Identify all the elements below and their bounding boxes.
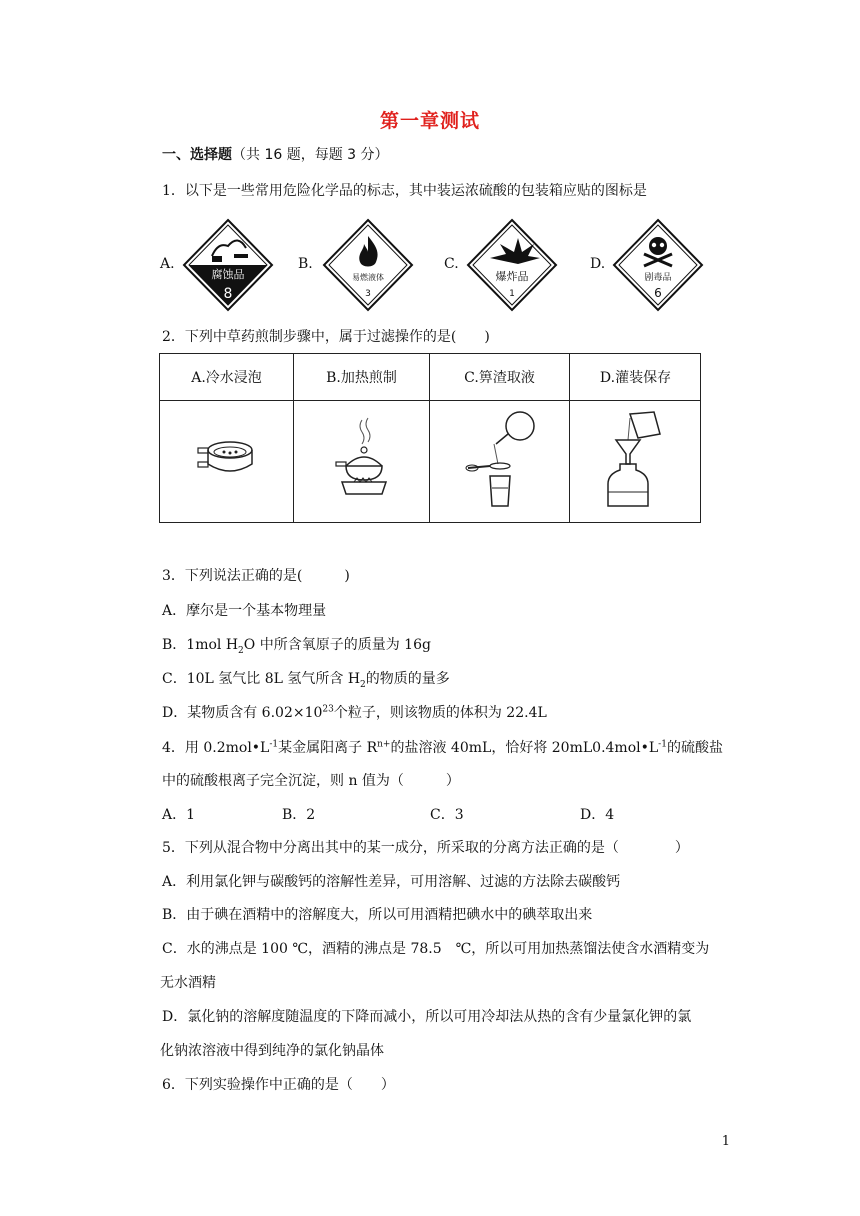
option-a-sign-number: 8 <box>223 286 233 302</box>
toxic-skull-sign-icon <box>612 218 704 312</box>
question-4-stem-line-2: 中的硫酸根离子完全沉淀，则 n 值为（ ） <box>162 773 460 789</box>
question-4-option-d: D．4 <box>580 807 615 823</box>
page-number: 1 <box>721 1134 730 1149</box>
option-b-sign-text: 易燃液体 <box>352 273 384 282</box>
option-d-sign-number: 6 <box>654 286 662 300</box>
question-4-stem-line-1: 4．用 $0.2mol•L^{-1}$某金属阳离子 $R^{n+}$的盐溶液 40mL，恰好将 $20mL0.4mol•L^{-1}$的硫酸盐 <box>162 739 723 756</box>
question-4-option-b: B．2 <box>282 807 316 823</box>
table-header-a: A.冷水浸泡 <box>191 370 262 386</box>
question-3-option-d: D．某物质含有 $6.02\times 10^{23}$个粒子，则该物质的体积为 22.4L <box>162 704 547 721</box>
heating-pot-illustration-icon <box>332 416 396 502</box>
explosive-sign-icon <box>466 218 558 312</box>
section-heading <box>162 145 389 165</box>
question-2-stem: 2．下列中草药煎制步骤中，属于过滤操作的是( ) <box>162 329 490 345</box>
section-heading-note: （共 16 题，每题 3 分） <box>232 147 389 163</box>
question-3-stem: 3．下列说法正确的是( ) <box>162 568 350 584</box>
question-3-option-a: A．摩尔是一个基本物理量 <box>162 603 327 619</box>
option-a-label: A. <box>160 256 175 272</box>
option-b-label: B. <box>298 256 313 272</box>
question-2-table <box>159 353 701 523</box>
option-d-label: D. <box>590 256 606 272</box>
question-3-option-c: C．10L 氢气比 8L 氢气所含 $H_2$的物质的量多 <box>162 671 450 690</box>
option-a-sign-text: 腐蚀品 <box>211 268 245 281</box>
option-c-sign-text: 爆炸品 <box>495 270 529 283</box>
question-5-option-c-line-2: 无水酒精 <box>160 975 216 991</box>
question-5-option-c-line-1: C．水的沸点是 100 ℃，酒精的沸点是 78.5 ℃，所以可用加热蒸馏法使含水酒精变为 <box>162 941 710 957</box>
question-5-option-b: B．由于碘在酒精中的溶解度大，所以可用酒精把碘水中的碘萃取出来 <box>162 907 593 923</box>
corrosive-hazard-sign-icon <box>182 218 274 312</box>
option-b-sign-number: 3 <box>365 289 371 299</box>
question-5-option-a: A．利用氯化钾与碳酸钙的溶解性差异，可用溶解、过滤的方法除去碳酸钙 <box>162 874 621 890</box>
question-1-options <box>160 218 720 312</box>
table-header-c: C.箅渣取液 <box>464 370 535 386</box>
filtering-illustration-icon <box>464 406 544 512</box>
option-c-sign-number: 1 <box>509 289 515 299</box>
option-c-label: C. <box>444 256 459 272</box>
question-5-option-d-line-1: D．氯化钠的溶解度随温度的下降而减小，所以可用冷却法从热的含有少量氯化钾的氯 <box>162 1009 692 1025</box>
question-1-stem: 1．以下是一些常用危险化学品的标志，其中装运浓硫酸的包装箱应贴的图标是 <box>162 183 647 199</box>
option-d-sign-text: 剧毒品 <box>644 273 672 283</box>
question-3-option-b: B．1mol $H_2O$ 中所含氧原子的质量为 16g <box>162 637 431 656</box>
soaking-pot-illustration-icon <box>196 424 262 494</box>
bottling-illustration-icon <box>600 410 672 510</box>
question-4-option-c: C．3 <box>430 807 464 823</box>
table-header-b: B.加热煎制 <box>326 370 397 386</box>
question-5-stem: 5．下列从混合物中分离出其中的某一成分，所采取的分离方法正确的是（ ） <box>162 840 689 856</box>
section-heading-label: 一、选择题 <box>162 147 232 163</box>
page-title: 第一章测试 <box>379 110 480 132</box>
question-6-stem: 6．下列实验操作中正确的是（ ） <box>162 1077 395 1093</box>
question-5-option-d-line-2: 化钠浓溶液中得到纯净的氯化钠晶体 <box>160 1043 384 1059</box>
question-4-option-a: A．1 <box>162 807 196 823</box>
table-header-d: D.灌装保存 <box>599 370 672 386</box>
flammable-liquid-sign-icon <box>322 218 414 312</box>
